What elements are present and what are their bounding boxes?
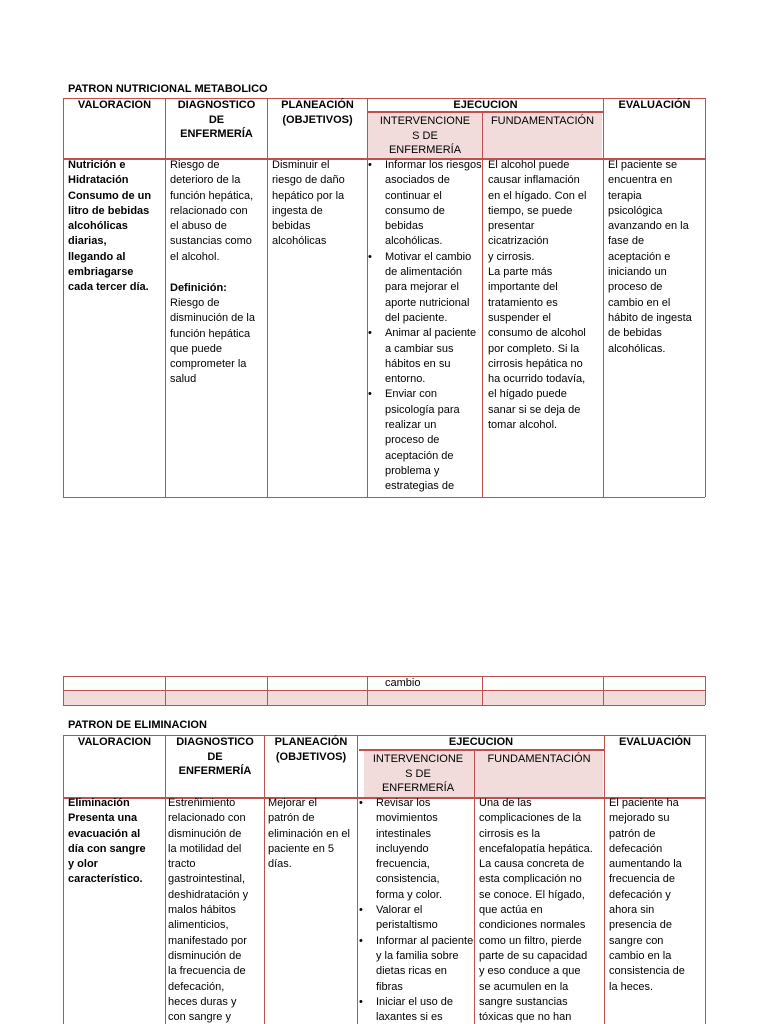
cell-planeacion: Disminuir el riesgo de daño hepático por la ingesta de bebidas alcohólicas [272,159,345,248]
cell-diagnostico: Riesgo de deterioro de la función hepática, relacionado con el abuso de sustancias como el alcohol. [170,159,254,263]
intervention-text: Informar los riesgos asociados de continuar el consumo de bebidas alcohólicas. [385,159,482,248]
cell-definicion-label: Definición: [170,282,227,294]
continuation-shade-row [63,691,705,705]
grid-line [267,676,268,705]
list-item [368,387,482,494]
intervention-text: Animar al paciente a cambiar sus hábitos en su entorno. [385,327,477,386]
grid-line [705,98,706,497]
grid-line [603,676,604,705]
grid-line [705,735,706,1024]
section-title-nutricional: PATRON NUTRICIONAL METABOLICO [68,83,268,95]
header-valoracion: VALORACION [77,736,152,748]
grid-line [264,735,265,1024]
cell-fundamentacion: Una de las complicaciones de la cirrosis es la encefalopatía hepática. La causa concreta de esta complicación no se conoce. El hígado, que actúa en condiciones normales como un filtro, pierde parte de su capacidad y eso conduce a que se acumulen en la sangre sustancias tóxicas que no han [479,797,593,1024]
header-planeacion: PLANEACIÓN (OBJETIVOS) [281,99,354,126]
grid-line [603,98,604,497]
grid-line [63,705,705,706]
cell-diagnostico: Estreñimiento relacionado con disminución de la motilidad del tracto gastrointestinal, deshidratación y malos hábitos alimenticios, manifestado por disminución de la frecuencia de defecación, heces duras y con sangre y [168,797,249,1024]
grid-line [267,98,268,497]
list-item [359,934,474,995]
header-diagnostico: DIAGNOSTICO DE ENFERMERÍA [176,736,254,777]
list-item [368,326,482,387]
grid-line [705,676,706,705]
header-fundamentacion: FUNDAMENTACIÓN [490,115,595,127]
header-evaluacion: EVALUACIÓN [618,99,691,111]
list-item [368,250,482,326]
section-title-eliminacion: PATRON DE ELIMINACION [68,719,207,731]
cell-definicion: Riesgo de disminución de la función hepática que puede comprometer la salud [170,297,255,386]
cell-evaluacion: El paciente ha mejorado su patrón de defecación aumentando la frecuencia de defecación y ahora sin presencia de sangre con cambio en la consistencia de la heces. [609,797,685,993]
header-intervenciones: INTERVENCIONE S DE ENFERMERÍA [372,753,464,794]
grid-line [474,749,475,1024]
bullet-icon: • [368,327,372,340]
header-intervenciones: INTERVENCIONE S DE ENFERMERÍA [379,115,471,156]
header-fundamentacion: FUNDAMENTACIÓN [487,753,591,765]
intervention-text: Enviar con psicología para realizar un proceso de aceptación de problema y estrategias de [385,388,460,493]
bullet-icon: • [368,159,372,171]
intervention-text: Revisar los movimientos intestinales incluyendo frecuencia, consistencia, forma y color. [376,797,443,901]
cell-valoracion: Eliminación Presenta una evacuación al día con sangre y olor característico. [68,797,146,886]
bullet-icon: • [368,250,372,263]
cell-evaluacion: El paciente se encuentra en terapia psicológica avanzando en la fase de aceptación e iniciando un proceso de cambio en el hábito de ingesta de bebidas alcohólicas. [608,159,692,355]
grid-line [63,735,64,1024]
grid-line [604,735,605,1024]
grid-line [63,676,64,705]
header-planeacion: PLANEACIÓN (OBJETIVOS) [274,736,348,763]
header-ejecucion: EJECUCION [448,736,514,748]
cell-valoracion: Nutrición e Hidratación Consumo de un litro de bebidas alcohólicas diarias, llegando al embriagarse cada tercer día. [68,159,152,294]
header-evaluacion: EVALUACIÓN [619,736,691,748]
grid-line [63,98,64,497]
intervention-text: Valorar el peristaltismo [376,904,438,932]
grid-line [482,676,483,705]
bullet-icon: • [359,904,363,917]
grid-line [63,676,705,677]
cell-planeacion: Mejorar el patrón de eliminación en el paciente en 5 días. [268,797,350,871]
cell-intervenciones [359,796,474,1024]
grid-line [482,111,483,497]
header-valoracion: VALORACION [77,99,152,111]
intervention-text: Motivar el cambio de alimentación para mejorar el aporte nutricional del paciente. [385,250,472,324]
bullet-icon: • [359,797,363,809]
grid-line [63,690,705,691]
list-item [359,995,474,1024]
grid-line [367,676,368,705]
cell-intervenciones [368,158,482,497]
grid-line [63,497,705,498]
header-ejecucion: EJECUCION [453,99,518,111]
header-diagnostico: DIAGNOSTICO DE ENFERMERÍA [177,99,256,140]
bullet-icon: • [359,934,363,947]
grid-line [165,676,166,705]
list-item [359,903,474,934]
grid-line [357,735,358,1024]
bullet-icon: • [368,388,372,401]
cell-fundamentacion: El alcohol puede causar inflamación en el hígado. Con el tiempo, se puede presentar cicatrización y cirrosis. La parte más importante del tratamiento es suspender el consumo de alcohol por completo. Si la cirrosis hepática no ha ocurrido todavía, el hígado puede sanar si se deja de tomar alcohol. [488,159,587,432]
bullet-icon: • [359,995,363,1008]
intervention-text: Iniciar el uso de laxantes si es [376,995,454,1024]
list-item [368,158,482,250]
intervention-text: Informar al paciente y la familia sobre dietas ricas en fibras [376,934,474,993]
continuation-text: cambio [385,677,421,689]
list-item [359,796,474,903]
